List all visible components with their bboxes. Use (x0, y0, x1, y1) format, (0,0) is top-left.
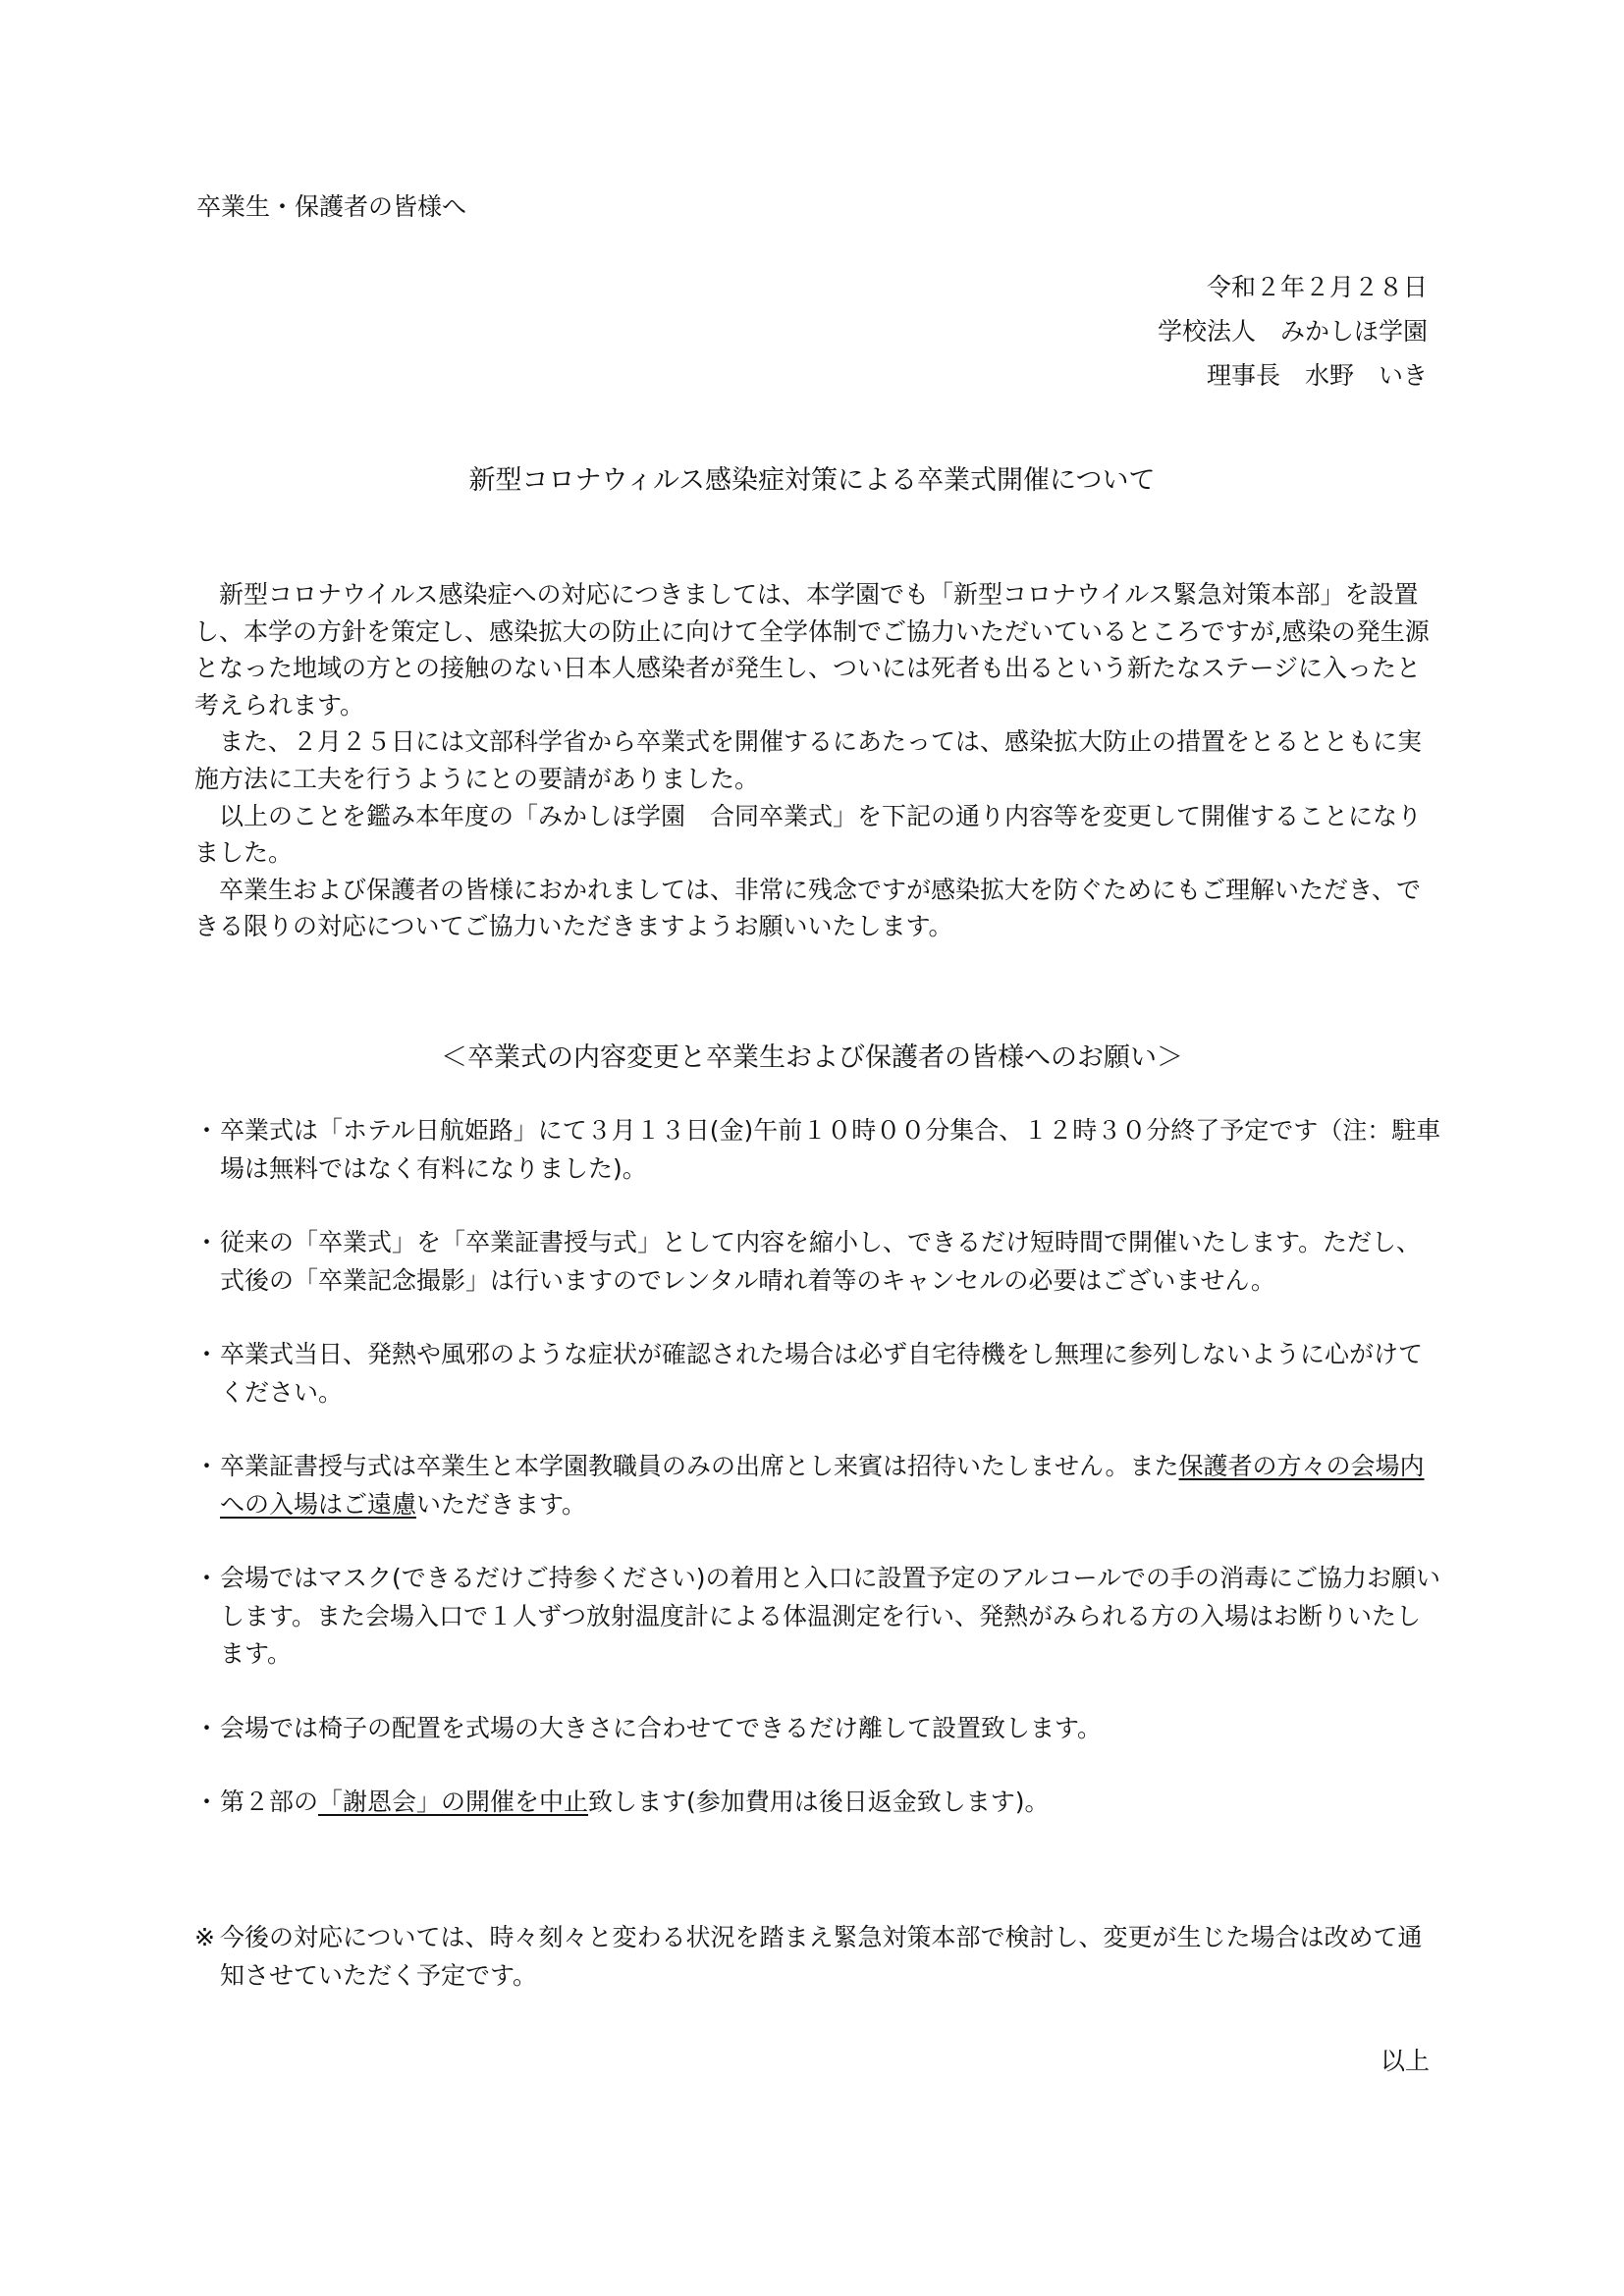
note (194, 1919, 1441, 1995)
intro-section (194, 576, 1436, 945)
bullet-mark: ・ (194, 1228, 220, 1256)
item-text: 卒業証書授与式は卒業生と本学園教職員のみの出席とし来賓は招待いたしません。また (220, 1452, 1179, 1480)
note-mark: ※ (194, 1923, 215, 1951)
item-text: 卒業式当日、発熱や風邪のような症状が確認された場合は必ず自宅待機をし無理に参列しないように心がけてください。 (220, 1340, 1424, 1407)
item-text-tail: いただきます。 (416, 1489, 587, 1519)
bullet-mark: ・ (194, 1452, 220, 1480)
list-item (194, 1448, 1441, 1523)
list-item (194, 1560, 1441, 1674)
item-text: 会場ではマスク(できるだけご持参ください)の着用と入口に設置予定のアルコールでの手の消毒にご協力お願いします。また会場入口で１人ずつ放射温度計による体温測定を行い、発熱がみられる方の入場はお断りいたします。 (220, 1564, 1441, 1668)
sender-chairman: 理事長 水野 いき (1206, 361, 1428, 390)
bullet-mark: ・ (194, 1713, 220, 1742)
document-title: 新型コロナウィルス感染症対策による卒業式開催について (468, 465, 1156, 496)
bullet-mark: ・ (194, 1340, 220, 1368)
item-text: 従来の「卒業式」を「卒業証書授与式」として内容を縮小し、できるだけ短時間で開催いたします。ただし、式後の「卒業記念撮影」は行いますのでレンタル晴れ着等のキャンセルの必要はございません。 (220, 1228, 1422, 1295)
list-item (194, 1784, 1441, 1822)
item-text: 第２部の (220, 1788, 319, 1816)
closing-word: 以上 (1380, 2047, 1430, 2075)
request-list (194, 1112, 1441, 1858)
addressee: 卒業生・保護者の皆様へ (196, 192, 467, 221)
list-item (194, 1336, 1441, 1412)
intro-paragraph: 以上のことを鑑み本年度の「みかしほ学園 合同卒業式」を下記の通り内容等を変更して開催することになりました。 (194, 801, 1423, 868)
intro-paragraph: また、２月２５日には文部科学省から卒業式を開催するにあたっては、感染拡大防止の措置をとるとともに実施方法に工夫を行うようにとの要請がありました。 (194, 727, 1423, 793)
item-text: 会場では椅子の配置を式場の大きさに合わせてできるだけ離して設置致します。 (220, 1713, 1103, 1742)
section-heading: ＜卒業式の内容変更と卒業生および保護者の皆様へのお願い＞ (441, 1042, 1183, 1073)
bullet-mark: ・ (194, 1116, 220, 1145)
sender-organization: 学校法人 みかしほ学園 (1157, 317, 1428, 346)
item-text-tail: 致します(参加費用は後日返金致します)。 (588, 1788, 1050, 1816)
letter-date: 令和２年２月２８日 (1206, 273, 1428, 301)
note-text: 今後の対応については、時々刻々と変わる状況を踏まえ緊急対策本部で検討し、変更が生じた場合は改めて通知させていただく予定です。 (220, 1923, 1423, 1990)
list-item (194, 1710, 1441, 1748)
bullet-mark: ・ (194, 1788, 220, 1816)
list-item (194, 1224, 1441, 1300)
intro-paragraph: 卒業生および保護者の皆様におかれましては、非常に残念ですが感染拡大を防ぐためにもご理解いただき、できる限りの対応についてご協力いただきますようお願いいたします。 (194, 875, 1422, 941)
underlined-text: 保護者の方々の会場内への入場はご遠慮 (220, 1452, 1425, 1519)
underlined-text: 「謝恩会」の開催を中止 (318, 1788, 589, 1816)
list-item (194, 1112, 1441, 1188)
intro-paragraph: 新型コロナウイルス感染症への対応につきましては、本学園でも「新型コロナウイルス緊急対策本部」を設置し、本学の方針を策定し、感染拡大の防止に向けて全学体制でご協力いただいているところですが,感染の発生源となった地域の方との接触のない日本人感染者が発生し、ついには死者も出るという新たなステージに入ったと考えられます。 (194, 580, 1430, 720)
sender-block (1158, 265, 1428, 398)
bullet-mark: ・ (194, 1564, 220, 1592)
item-text: 卒業式は「ホテル日航姫路」にて３月１３日(金)午前１０時００分集合、１２時３０分終了予定です（注：駐車場は無料ではなく有料になりました)。 (220, 1116, 1441, 1183)
